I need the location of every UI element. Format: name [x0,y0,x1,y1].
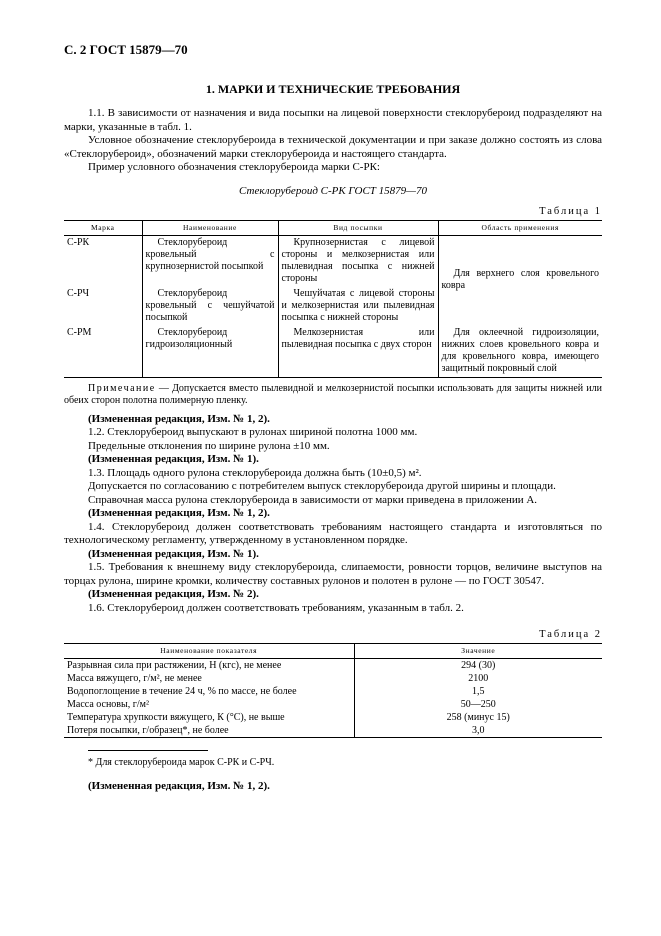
table1-mark: С-РМ [64,326,142,378]
clause-1-1-example-intro: Пример условного обозначения стеклорубероида марки С-РК: [88,161,380,173]
edition-note: (Измененная редакция, Изм. № 1). [88,547,259,560]
table1-area: Для оклеечной гидроизоляции, нижних слоев кровельного ковра и для кровельного ковра, имеющего защитный покровный слой [438,326,602,378]
note-label: Примечание [88,382,156,394]
clause-1-2: 1.2. Стеклорубероид выпускают в рулонах шириной полотна 1000 мм. [88,426,418,438]
page-header: С. 2 ГОСТ 15879—70 [64,42,188,57]
table1-header-area: Область применения [438,220,602,235]
clause-1-5: 1.5. Требования к внешнему виду стеклорубероида, слипаемости, ровности торцов, величине выступов на торцах рулона, ширине кромки, количеству составных рулонов и полотен в рулоне — по ГОСТ 30547. [64,561,602,587]
table-row [64,672,602,685]
document-page [64,42,602,794]
table1-header-kind: Вид посыпки [278,220,438,235]
edition-note: (Измененная редакция, Изм. № 1, 2). [88,507,270,519]
edition-note: (Измененная редакция, Изм. № 1, 2). [88,412,270,425]
table1-area-shared: Для верхнего слоя кровельного ковра [438,235,602,326]
table-row [64,698,602,711]
table1-name: Стеклорубероид гидроизоляционный [142,326,278,378]
table2-name: Потеря посыпки, г/образец*, не более [64,724,354,738]
table1-caption: Таблица 1 [539,205,602,217]
table1-name: Стеклорубероид кровельный с чешуйчатой посыпкой [142,287,278,326]
table2-value: 50—250 [354,698,602,711]
table2-value: 258 (минус 15) [354,711,602,724]
table-row [64,235,602,287]
section-title: 1. МАРКИ И ТЕХНИЧЕСКИЕ ТРЕБОВАНИЯ [205,82,461,96]
table2-name: Разрывная сила при растяжении, Н (кгс), не менее [67,660,282,671]
table2-value: 2100 [354,672,602,685]
table2-header-name: Наименование показателя [64,644,354,659]
edition-note: (Измененная редакция, Изм. № 1, 2). [88,780,270,792]
table1-header-row [64,220,602,235]
table1-kind: Чешуйчатая с лицевой стороны и мелкозернистая или пылевидная посыпка с нижней стороны [278,287,438,326]
table2-name: Масса основы, г/м² [67,699,149,710]
clause-1-1: 1.1. В зависимости от назначения и вида посыпки на лицевой поверхности стеклорубероид подразделяют на марки, указанные в табл. 1. [64,107,602,133]
table2-value: 294 (30) [354,659,602,673]
clause-1-2-tolerance: Предельные отклонения по ширине рулона ±10 мм. [88,439,330,452]
table2-header-row [64,644,602,659]
table-row [64,711,602,724]
clause-1-6: 1.6. Стеклорубероид должен соответствовать требованиям, указанным в табл. 2. [88,601,464,614]
table1-header-name: Наименование [142,220,278,235]
table2-name: Водопоглощение в течение 24 ч, % по массе, не более [67,686,297,697]
table2-value: 3,0 [354,724,602,738]
table1-name: Стеклорубероид кровельный с крупнозернистой посыпкой [142,235,278,287]
table-2 [64,643,602,738]
table1-header-mark: Марка [64,220,142,235]
table-row [64,685,602,698]
table-row [64,724,602,738]
table-row [64,659,602,673]
clause-1-4: 1.4. Стеклорубероид должен соответствовать требованиям настоящего стандарта и изготовляться по технологическому регламенту, утвержденному в установленном порядке. [64,520,602,546]
table2-name: Температура хрупкости вяжущего, К (°С), не выше [67,712,285,723]
table-1 [64,220,602,378]
clause-1-1-designation: Условное обозначение стеклорубероида в технической документации и при заказе должно состоять из слова «Стеклорубероид», обозначений марки стеклорубероида и настоящего стандарта. [64,134,602,160]
footnote-rule [88,750,208,751]
table1-mark: С-РЧ [67,287,90,299]
clause-1-3-other: Допускается по согласованию с потребителем выпуск стеклорубероида другой ширины и площади. [88,480,556,492]
clause-1-3-mass: Справочная масса рулона стеклорубероида в зависимости от марки приведена в приложении А. [88,493,538,506]
edition-note: (Измененная редакция, Изм. № 1). [88,453,259,465]
edition-note: (Измененная редакция, Изм. № 2). [88,588,259,600]
table1-note [64,383,602,408]
table2-caption: Таблица 2 [539,629,602,640]
table2-name: Масса вяжущего, г/м², не менее [67,673,202,684]
designation-example: Стеклорубероид С-РК ГОСТ 15879—70 [239,184,427,197]
table1-kind: Мелкозернистая или пылевидная посыпка с двух сторон [278,326,438,378]
table2-value: 1,5 [354,685,602,698]
table-row [64,326,602,378]
table1-mark: С-РК [67,236,90,248]
table1-kind: Крупнозернистая с лицевой стороны и мелкозернистая или пылевидная посыпка с нижней стороны [278,235,438,287]
table2-header-value: Значение [354,644,602,659]
note-text: — Допускается вместо пылевидной и мелкозернистой посыпки использовать для защиты нижней или обеих сторон полотна полимерную пленку. [64,382,602,406]
footnote: * Для стеклорубероида марок С-РК и С-РЧ. [88,757,275,768]
clause-1-3: 1.3. Площадь одного рулона стеклорубероида должна быть (10±0,5) м². [88,466,422,479]
